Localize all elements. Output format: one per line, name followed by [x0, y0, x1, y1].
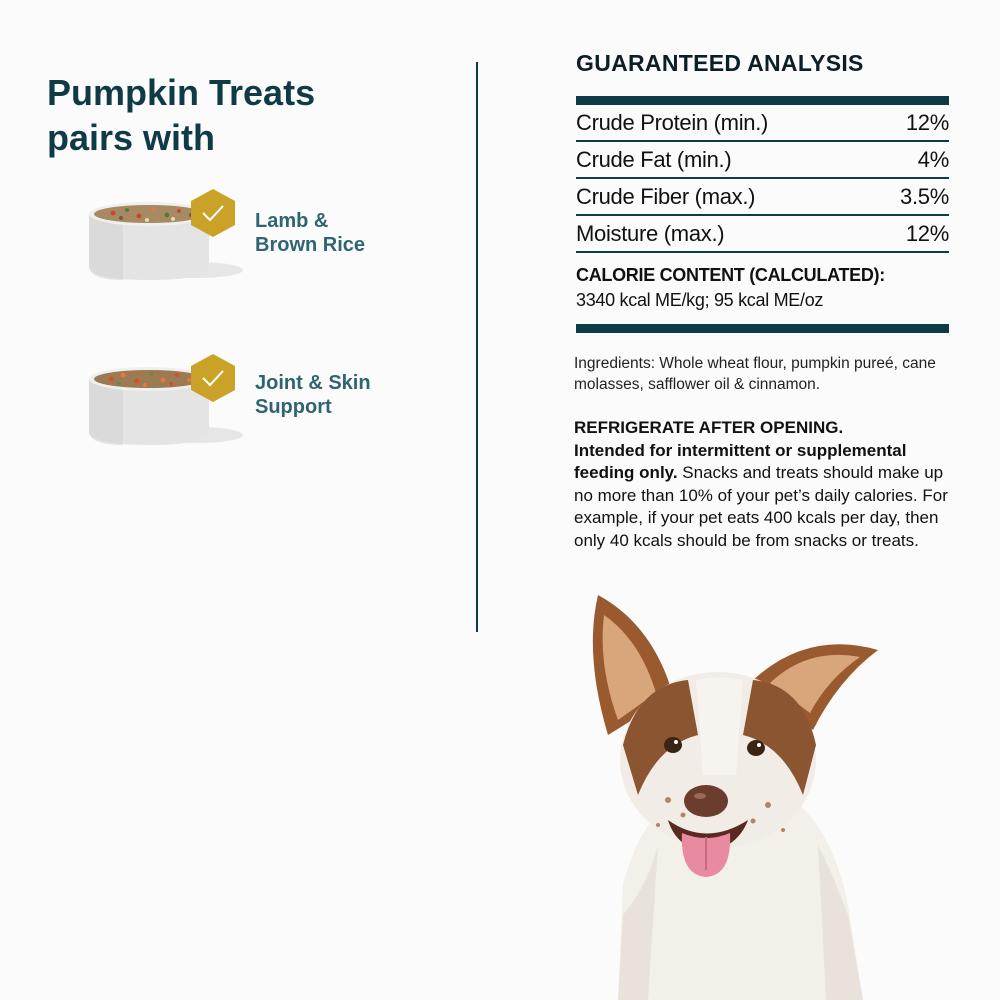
analysis-row-value: 4% — [917, 146, 949, 172]
analysis-row-name: Crude Fiber (max.) — [576, 183, 756, 209]
analysis-top-rule — [576, 96, 949, 105]
pair-label: Lamb & Brown Rice — [255, 210, 366, 256]
pair-label: Joint & Skin Support — [255, 372, 371, 418]
calorie-content-value: 3340 kcal ME/kg; 95 kcal ME/oz — [576, 290, 824, 310]
dog-photo — [578, 585, 888, 1000]
title-line-2: pairs with — [47, 117, 216, 158]
feeding-instructions — [574, 417, 964, 552]
pair-item-lamb[interactable] — [48, 188, 408, 338]
analysis-row — [576, 105, 949, 142]
analysis-row-value: 12% — [905, 109, 949, 135]
analysis-row — [576, 216, 949, 253]
page-title — [47, 70, 315, 160]
analysis-row-name: Moisture (max.) — [576, 220, 725, 246]
analysis-row-value: 3.5% — [900, 183, 949, 209]
check-badge — [190, 188, 236, 243]
intended-use-notice: Intended for intermittent or supplemental feeding only. — [574, 440, 907, 482]
analysis-row — [576, 179, 949, 216]
analysis-row — [576, 142, 949, 179]
guaranteed-analysis-panel — [576, 50, 949, 333]
analysis-row-name: Crude Protein (min.) — [576, 109, 769, 135]
title-line-1: Pumpkin Treats — [47, 72, 316, 113]
pair-item-joint-skin[interactable] — [48, 353, 408, 503]
analysis-row-name: Crude Fat (min.) — [576, 146, 732, 172]
ingredients-text: Ingredients: Whole wheat flour, pumpkin pureé, cane molasses, safflower oil & cinnamon. — [574, 355, 936, 393]
column-divider — [476, 62, 478, 632]
check-badge — [190, 353, 236, 408]
feeding-guidance: Snacks and treats should make up no more than 10% of your pet’s daily calories. For example, if your pet eats 400 kcals per day, then only 40 kcals should be from snacks or treats. — [574, 463, 948, 550]
calorie-content-title: CALORIE CONTENT (CALCULATED): — [576, 265, 885, 285]
check-icon — [190, 353, 236, 403]
refrigerate-notice: REFRIGERATE AFTER OPENING. — [574, 418, 844, 437]
analysis-title: GUARANTEED ANALYSIS — [576, 50, 864, 76]
check-icon — [190, 188, 236, 238]
analysis-row-value: 12% — [905, 220, 949, 246]
analysis-bottom-rule — [576, 324, 949, 333]
